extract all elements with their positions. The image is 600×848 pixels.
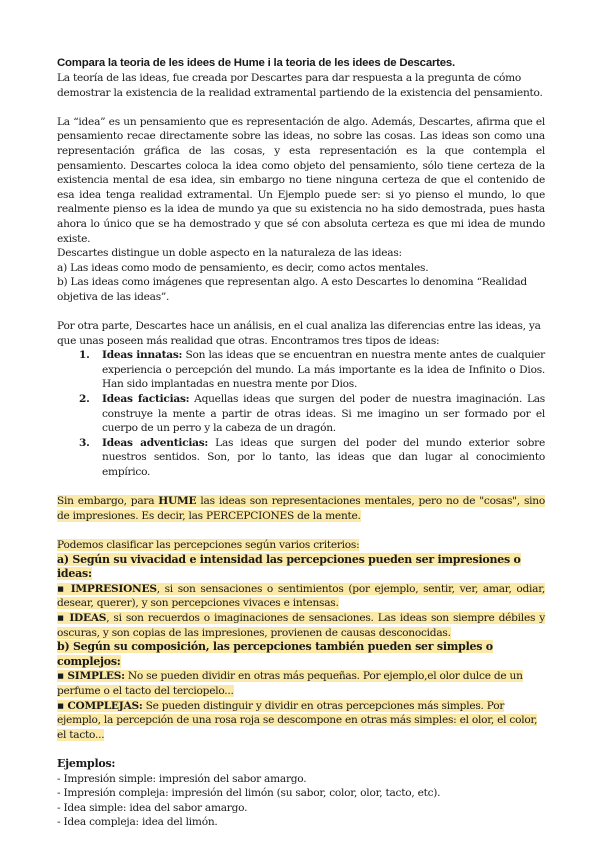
idea-types-list xyxy=(57,348,545,479)
complejas-text: Se pueden distinguir y dividir en otras percepciones más simples. Por ejemplo, la percepción de una rosa roja se descompone en otras más simples: el olor, el color, el tacto... xyxy=(57,699,538,741)
list-term: Ideas facticias: xyxy=(102,393,190,406)
hume-name: HUME xyxy=(158,495,197,508)
list-item xyxy=(57,392,545,436)
list-term: Ideas adventicias: xyxy=(102,436,209,449)
simples-item xyxy=(57,669,545,698)
list-item xyxy=(57,436,545,480)
impresiones-text: , si son sensaciones o sentimientos (por ejemplo, sentir, ver, amar, odiar, desear, querer), y son percepciones vivaces e intensas. xyxy=(57,582,545,610)
impresiones-term: ▪ IMPRESIONES xyxy=(57,582,157,595)
list-text: Aquellas ideas que surgen del poder de nuestra imaginación. Las construye la mente a partir de otras ideas. Si me imagino un ser formado por el cuerpo de un perro y la cabeza de un dragón. xyxy=(102,393,545,435)
ideas-item xyxy=(57,611,545,640)
document-page xyxy=(57,56,545,830)
ideas-term: ▪ IDEAS xyxy=(57,611,107,624)
example-item: - Idea simple: idea del sabor amargo. xyxy=(57,801,248,814)
simples-term: ▪ SIMPLES: xyxy=(57,670,125,683)
list-number: 3. xyxy=(79,436,90,449)
complejas-term: ▪ COMPLEJAS: xyxy=(57,699,143,712)
hume-pre: Sin embargo, para xyxy=(57,495,159,508)
criteria-a-heading xyxy=(57,553,545,582)
criteria-a-text: a) Según su vivacidad e intensidad las percepciones pueden ser impresiones o ideas: xyxy=(57,552,521,581)
examples-heading: Ejemplos: xyxy=(57,756,116,770)
descartes-idea-paragraph: La “idea” es un pensamiento que es representación de algo. Además, Descartes, afirma que el pensamiento recae directamente sobre las ideas, no sobre las cosas. Las ideas son como una representación gráfica de las cosas, y esta representación es la que contempla el pensamiento. Descartes coloca la idea como objeto del pensamiento, sólo tiene certeza de la existencia mental de esa idea, sin embargo no tiene ninguna certeza de que el contenido de esa idea tenga realidad extramental. Un Ejemplo puede ser: si yo pienso el mundo, lo que realmente pienso es la idea de mundo ya que su existencia no ha sido demostrada, pues hasta ahora lo único que se ha demostrado y que sé con absoluta certeza es que mi idea de mundo existe. xyxy=(57,115,545,245)
document-title: Compara la teoria de les idees de Hume i la teoria de les idees de Descartes. xyxy=(57,57,456,69)
example-item: - Impresión compleja: impresión del limón (su sabor, color, olor, tacto, etc). xyxy=(57,787,441,800)
impresiones-item xyxy=(57,582,545,611)
example-item: - Impresión simple: impresión del sabor amargo. xyxy=(57,772,307,785)
aspect-b: b) Las ideas como imágenes que representan algo. A esto Descartes lo denomina “Realidad objetiva de las ideas”. xyxy=(57,276,527,303)
list-item xyxy=(57,348,545,392)
ideas-text: , si son recuerdos o imaginaciones de sensaciones. Las ideas son siempre débiles y oscuras, y son copias de las impresiones, provienen de causas desconocidas. xyxy=(57,611,545,639)
criteria-b-heading xyxy=(57,640,545,669)
simples-text: No se pueden dividir en otras más pequeñas. Por ejemplo,el olor dulce de un perfume o el tacto del terciopelo... xyxy=(57,670,523,697)
list-text: Son las ideas que se encuentran en nuestra mente antes de cualquier experiencia o percepción del mundo. La más importante es la idea de Infinito o Dios. Han sido implantadas en nuestra mente por Dios. xyxy=(102,349,545,391)
list-text: Las ideas que surgen del poder del mundo exterior sobre nuestros sentidos. Son, por lo tanto, las ideas que dan lugar al conocimiento empírico. xyxy=(102,436,546,479)
hume-post: las ideas son representaciones mentales, pero no de "cosas", sino de impresiones. Es decir, las PERCEPCIONES de la mente. xyxy=(57,495,545,522)
aspects-intro: Descartes distingue un doble aspecto en la naturaleza de las ideas: xyxy=(57,247,402,260)
criteria-intro xyxy=(57,538,545,553)
list-term: Ideas innatas: xyxy=(102,349,183,362)
complejas-item xyxy=(57,699,545,743)
intro-paragraph: La teoría de las ideas, fue creada por Descartes para dar respuesta a la pregunta de cómo demostrar la existencia de la realidad extramental partiendo de la existencia del pensamiento. xyxy=(57,72,543,99)
example-item: - Idea compleja: idea del limón. xyxy=(57,816,218,829)
criteria-b-text: b) Según su composición, las percepciones también pueden ser simples o complejos: xyxy=(57,640,493,668)
hume-paragraph xyxy=(57,494,545,523)
types-intro: Por otra parte, Descartes hace un análisis, en el cual analiza las diferencias entre las ideas, ya que unas poseen más realidad que otras. Encontramos tres tipos de ideas: xyxy=(57,320,541,347)
list-number: 1. xyxy=(79,349,90,362)
list-number: 2. xyxy=(79,393,90,406)
criteria-intro-text: Podemos clasificar las percepciones según varios criterios: xyxy=(57,539,360,551)
aspect-a: a) Las ideas como modo de pensamiento, es decir, como actos mentales. xyxy=(57,261,429,274)
